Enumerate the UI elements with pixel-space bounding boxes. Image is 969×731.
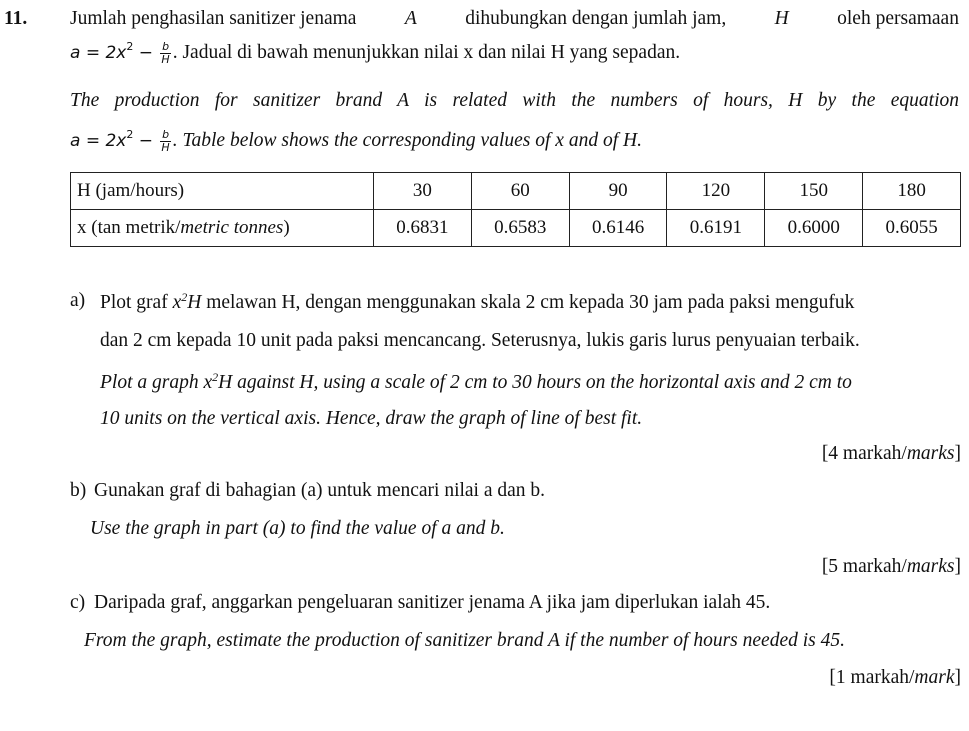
eq2-numerator: b [162, 127, 170, 141]
part-b-english: Use the graph in part (a) to find the value of a and b. [90, 518, 505, 539]
part-a-english-1: Plot a graph $x^2H$ against H, using a scale of 2 cm to 30 hours on the horizontal axis and 2 cm to [100, 370, 852, 393]
eq-lhs: a = 2x [70, 43, 127, 63]
eq2-minus: − [133, 131, 159, 151]
table-cell: 0.6191 [667, 210, 765, 247]
part-c-english: From the graph, estimate the production of sanitizer brand A if the number of hours needed is 45. [84, 630, 845, 651]
equation-line-english [70, 128, 642, 154]
part-a-marks-malay: [4 markah/ [821, 443, 907, 464]
part-b-marks [822, 556, 961, 578]
part-b-marks-malay: [5 markah/ [821, 556, 907, 577]
table-header-x [71, 210, 374, 247]
equation-english [70, 127, 173, 154]
table-cell: 0.6146 [569, 210, 667, 247]
part-c-marks-close: ] [954, 667, 961, 688]
part-a-english-pre: Plot a graph [100, 372, 199, 393]
table-cell: 120 [667, 173, 765, 210]
english-intro: The production for sanitizer brand A is related with the numbers of hours, H by the equation [70, 90, 959, 111]
equation [70, 39, 173, 66]
eq-numerator: b [162, 39, 170, 53]
part-a-malay-2: dan 2 cm kepada 10 unit pada paksi mencancang. Seterusnya, lukis garis lurus penyuaian terbaik. [100, 330, 860, 351]
table-cell: 30 [374, 173, 472, 210]
eq2-fraction [160, 129, 170, 154]
malay-intro-part3: oleh persamaan [837, 8, 959, 29]
eq2-lhs: a = 2x [70, 131, 127, 151]
malay-intro-part2: dihubungkan dengan jumlah jam, [465, 8, 727, 29]
part-a-english-2: 10 units on the vertical axis. Hence, draw the graph of line of best fit. [100, 408, 643, 429]
malay-intro [70, 8, 959, 30]
english-table-note: . Table below shows the corresponding values of x and of H. [172, 130, 642, 151]
data-table [70, 172, 961, 247]
table-row-x [71, 210, 961, 247]
part-a-malay-1: Plot graf $x^2H$ melawan H, dengan menggunakan skala 2 cm kepada 30 jam pada paksi mengufuk [100, 290, 855, 313]
table-cell: 60 [471, 173, 569, 210]
eq-minus: − [133, 43, 159, 63]
table-row-h [71, 173, 961, 210]
part-c-malay: Daripada graf, anggarkan pengeluaran sanitizer jenama A jika jam diperlukan ialah 45. [94, 592, 771, 613]
part-c-marks-malay: [1 markah/ [829, 667, 915, 688]
eq-denominator: H [161, 52, 170, 66]
malay-intro-part1: Jumlah penghasilan sanitizer jenama [70, 8, 357, 29]
part-a-marks-close: ] [954, 443, 961, 464]
part-a-marks [822, 443, 961, 465]
part-a-label: a) [70, 290, 86, 311]
table-cell: 0.6000 [765, 210, 863, 247]
malay-table-note: . Jadual di bawah menunjukkan nilai x dan nilai H yang sepadan. [172, 42, 681, 63]
table-cell: 0.6831 [374, 210, 472, 247]
eq2-denominator: H [161, 140, 170, 154]
part-a-malay-pre: Plot graf [100, 292, 168, 313]
x-header-english: metric tonnes [180, 217, 284, 238]
table-header-h: H (jam/hours) [71, 173, 374, 210]
part-a-malay-post: melawan H, dengan menggunakan skala 2 cm kepada 30 jam pada paksi mengufuk [206, 292, 855, 313]
table-cell: 0.6055 [863, 210, 961, 247]
var-h: H [774, 8, 789, 29]
table-cell: 150 [765, 173, 863, 210]
part-b-marks-english: marks [906, 556, 955, 577]
part-a-english-post: against H, using a scale of 2 cm to 30 hours on the horizontal axis and 2 cm to [237, 372, 852, 393]
eq-fraction [160, 41, 170, 66]
x-header-malay: x (tan metrik/ [77, 217, 181, 238]
eq-exp: 2 [126, 40, 134, 53]
eq2-exp: 2 [126, 128, 134, 141]
part-c-marks [829, 667, 961, 689]
table-cell: 90 [569, 173, 667, 210]
part-b-label: b) [70, 480, 87, 501]
part-b-marks-close: ] [954, 556, 961, 577]
part-a-marks-english: marks [906, 443, 955, 464]
table-cell: 180 [863, 173, 961, 210]
table-cell: 0.6583 [471, 210, 569, 247]
var-a: A [404, 8, 417, 29]
part-c-label: c) [70, 592, 86, 613]
x-header-close: ) [283, 217, 290, 238]
part-b-malay: Gunakan graf di bahagian (a) untuk mencari nilai a dan b. [94, 480, 546, 501]
question-number: 11. [4, 8, 28, 29]
equation-line-malay [70, 40, 680, 66]
part-c-marks-english: mark [914, 667, 955, 688]
